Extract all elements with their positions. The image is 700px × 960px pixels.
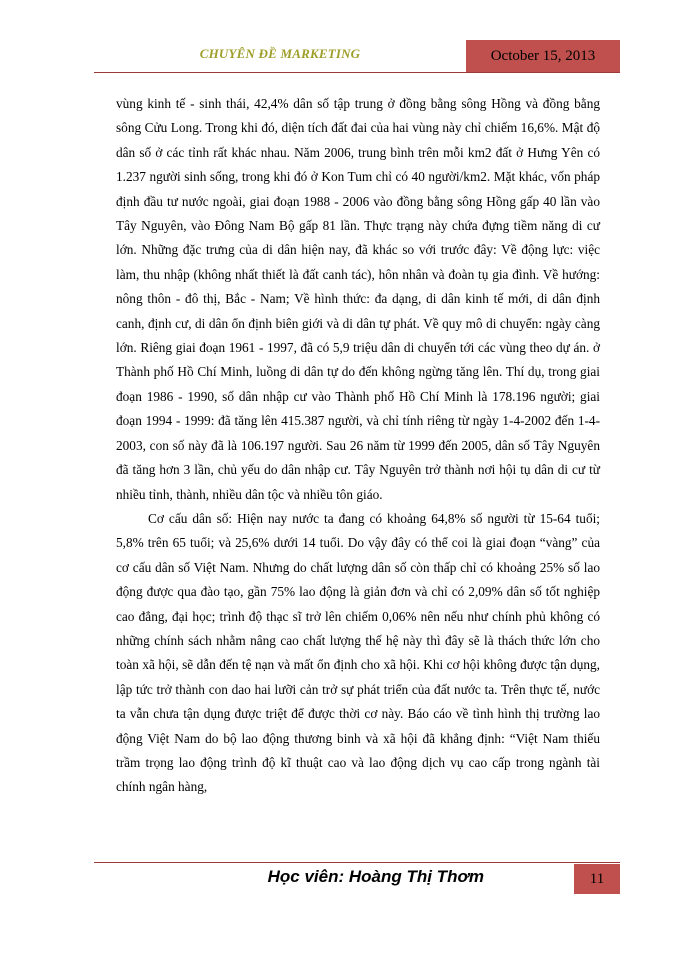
paragraph: Cơ cấu dân số: Hiện nay nước ta đang có khoảng 64,8% số người từ 15-64 tuổi; 5,8% trên 65 tuổi; và 25,6% dưới 14 tuổi. Do vậy đây có thể coi là giai đoạn “vàng” của cơ cấu dân số Việt Nam. Nhưng do chất lượng dân số còn thấp chỉ có khoảng 25% số lao động được qua đào tạo, gần 75% lao động là giản đơn và chỉ có 2,09% dân số tốt nghiệp cao đẳng, đại học; trình độ thạc sĩ trở lên chiếm 0,06% nên nếu như chính phủ không có những chính sách nhằm nâng cao chất lượng thế hệ này thì đây sẽ là thách thức lớn cho toàn xã hội, sẽ dẫn đến tệ nạn và mất ổn định cho xã hội. Khi cơ hội không được tận dụng, lập tức trở thành con dao hai lưỡi cản trở sự phát triển của đất nước ta. Trên thực tế, nước ta vẫn chưa tận dụng được triệt để được thời cơ này. Báo cáo về tình hình thị trường lao động Việt Nam do bộ lao động thương binh và xã hội đã khẳng định: “Việt Nam thiếu trầm trọng lao động trình độ kĩ thuật cao và lao động dịch vụ cao cấp trong ngành tài chính ngân hàng, [116, 510, 600, 795]
header-divider [94, 72, 620, 73]
page-number: 11 [574, 864, 620, 894]
page-header [94, 40, 620, 74]
footer-divider [94, 862, 620, 863]
header-date: October 15, 2013 [466, 40, 620, 72]
document-body [116, 92, 600, 800]
page-footer [94, 862, 620, 896]
paragraph: vùng kinh tế - sinh thái, 42,4% dân số tập trung ở đồng bằng sông Hồng và đồng bằng sông Cửu Long. Trong khi đó, diện tích đất đai của hai vùng này chỉ chiếm 16,6%. Mật độ dân số ở các tỉnh rất khác nhau. Năm 2006, trung bình trên mỗi km2 đất ở Hưng Yên có 1.237 người sinh sống, trong khi đó ở Kon Tum chỉ có 40 người/km2. Mặt khác, vốn pháp định đầu tư nước ngoài, giai đoạn 1988 - 2006 vào đồng bằng sông Hồng gấp 40 lần vào Tây Nguyên, vào Đông Nam Bộ gấp 81 lần. Thực trạng này chứa đựng tiềm năng di cư lớn. Những đặc trưng của di dân hiện nay, đã khác so với trước đây: Về động lực: việc làm, thu nhập (không nhất thiết là đất canh tác), hôn nhân và đoàn tụ gia đình. Về hướng: nông thôn - đô thị, Bắc - Nam; Về hình thức: đa dạng, di dân kinh tế mới, di dân định canh, định cư, di dân ổn định biên giới và di dân tự phát. Về quy mô di chuyển: ngày càng lớn. Riêng giai đoạn 1961 - 1997, đã có 5,9 triệu dân di chuyển tới các vùng theo dự án. ở Thành phố Hồ Chí Minh, luồng di dân tự do đến không ngừng tăng lên. Thí dụ, trong giai đoạn 1986 - 1990, số dân nhập cư vào Thành phố Hồ Chí Minh là 178.196 người; giai đoạn 1994 - 1999: đã tăng lên 415.387 người, và chỉ tính riêng từ ngày 1-4-2002 đến 1-4-2003, con số này đã là 106.197 người. Sau 26 năm từ 1999 đến 2005, dân số Tây Nguyên đã tăng hơn 3 lần, chủ yếu do dân nhập cư. Tây Nguyên trở thành nơi hội tụ dân di cư từ nhiều tỉnh, thành, nhiều dân tộc và nhiều tôn giáo. [116, 96, 600, 502]
header-title: CHUYÊN ĐỀ MARKETING [199, 46, 361, 61]
author-name: Học viên: Hoàng Thị Thơm [267, 867, 484, 886]
